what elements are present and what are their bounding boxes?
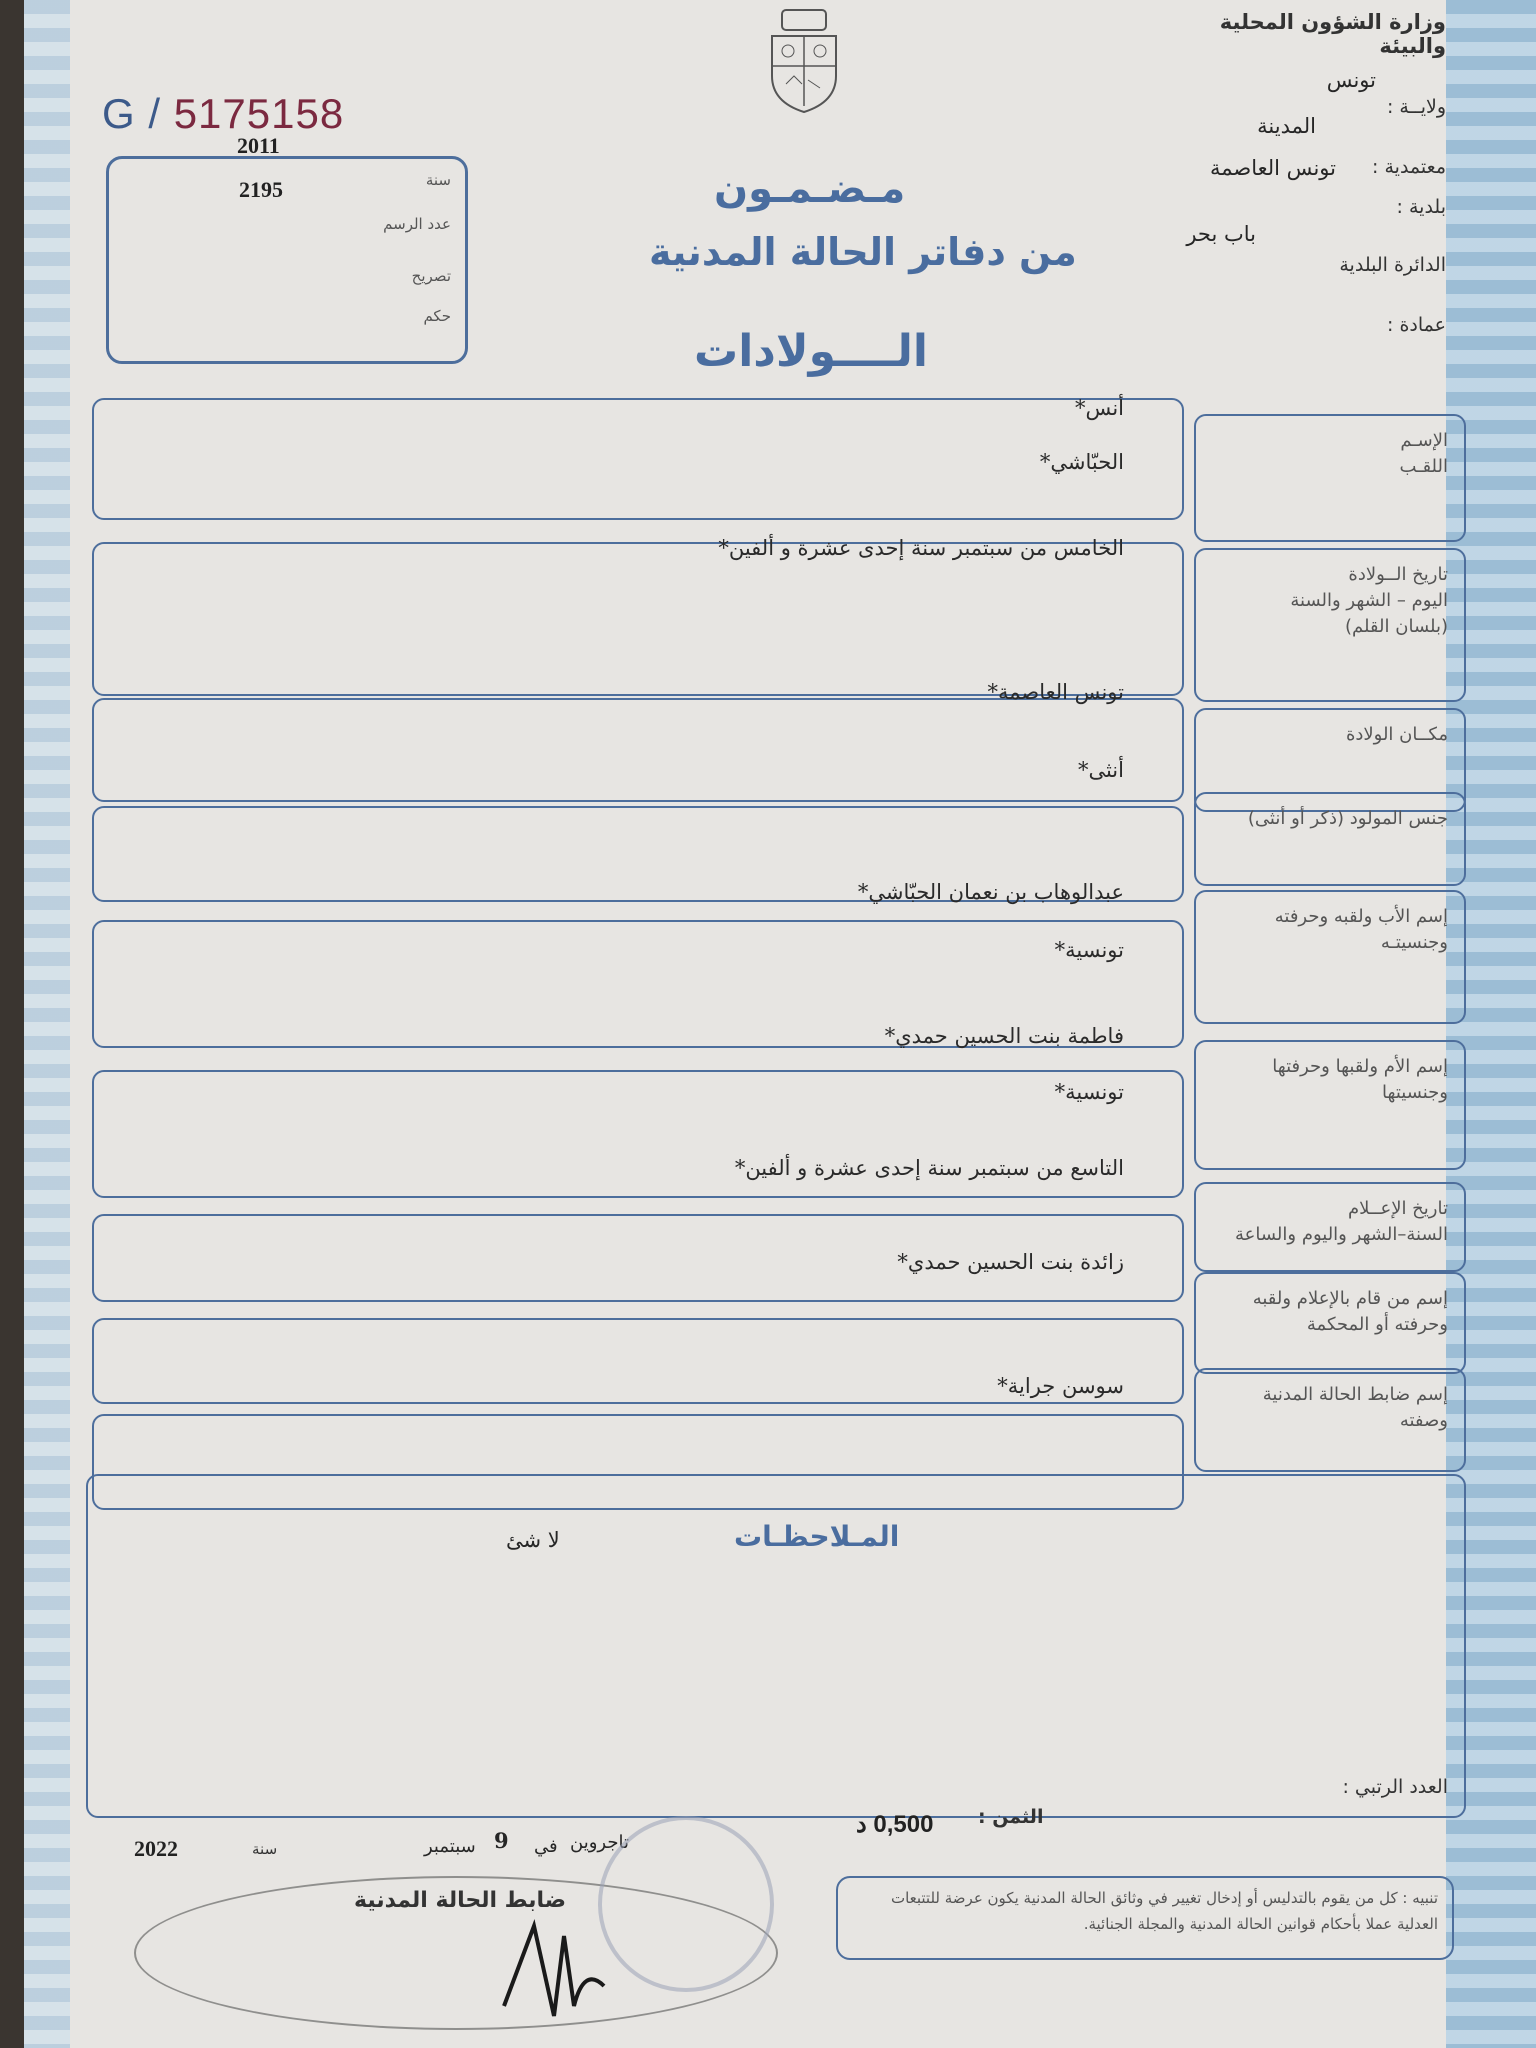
official-stamp-icon (598, 1816, 774, 1992)
field-label-box (1194, 1182, 1466, 1272)
field-label-box (1194, 548, 1466, 702)
field-label: مكــان الولادة (1345, 724, 1448, 745)
field-value: التاسع من سبتمبر سنة إحدى عشرة و ألفين* (734, 1156, 1124, 1180)
field-label: تاريخ الــولادة اليوم – الشهر والسنة (بلسان القلم) (1290, 564, 1448, 638)
field-label-box (1194, 1368, 1466, 1472)
serial-value: 5175158 (173, 90, 345, 137)
coat-of-arms-icon (762, 6, 846, 114)
municipality-value: باب بحر (1186, 222, 1256, 246)
sector-label: عمادة : (1387, 314, 1446, 336)
doc-title-registers: من دفاتر الحالة المدنية (649, 230, 1077, 274)
field-value: تونسية* (1054, 938, 1124, 962)
field-value: أنس* (1075, 396, 1124, 420)
field-value-box (92, 398, 1184, 520)
doc-title-extract: مـضـمـون (714, 166, 906, 212)
field-label: إسم ضابط الحالة المدنية وصفته (1262, 1384, 1448, 1432)
issue-place: تاجروين (570, 1832, 629, 1853)
field-label: إسم الأم ولقبها وحرفتها وجنسيتها (1272, 1056, 1448, 1104)
field-label: جنس المولود (ذكر أو أنثى) (1247, 808, 1448, 829)
field-value: أنثى* (1077, 758, 1124, 782)
field-value: عبدالوهاب بن نعمان الحبّاشي* (857, 880, 1124, 904)
governorate-value: المدينة (1257, 114, 1316, 138)
registry-year: 2011 (237, 133, 280, 158)
registry-label-year: سنة (425, 171, 451, 189)
field-label: إسم الأب ولقبه وحرفته وجنسيتـه (1274, 906, 1448, 954)
field-label: إسم من قام بالإعلام ولقبه وحرفته أو المحكمة (1252, 1288, 1448, 1336)
district-label: الدائرة البلدية (1339, 254, 1446, 276)
price-value: 0,500 د (856, 1811, 934, 1838)
ministry-handwritten: تونس (1326, 68, 1376, 92)
field-value-box (92, 542, 1184, 696)
decorative-border-left (24, 0, 70, 2048)
field-value: زائدة بنت الحسين حمدي* (897, 1250, 1124, 1274)
field-label-box (1194, 1040, 1466, 1170)
registry-number: 2195 (239, 177, 283, 202)
field-label-box (1194, 890, 1466, 1024)
ministry-name: وزارة الشؤون المحلية والبيئة (1219, 10, 1446, 58)
signature-icon (494, 1906, 614, 2026)
field-value-box (92, 698, 1184, 802)
field-label-box (1194, 414, 1466, 542)
field-value: الخامس من سبتمبر سنة إحدى عشرة و ألفين* (718, 536, 1124, 560)
ordinal-label: العدد الرتبي : (1342, 1776, 1448, 1798)
registry-label-declaration: تصريح (411, 267, 451, 285)
field-label-box (1194, 792, 1466, 886)
field-value: سوسن جراية* (997, 1374, 1124, 1398)
registry-label-judgment: حكم (423, 307, 451, 325)
legal-notice: تنبيه : كل من يقوم بالتدليس أو إدخال تغيير في وثائق الحالة المدنية يكون عرضة للتتبعات العدلية عملا بأحكام قوانين الحالة المدنية والمجلة الجنائية. (836, 1876, 1454, 1960)
registry-box (106, 133, 468, 364)
officer-title: ضابط الحالة المدنية (354, 1888, 567, 1913)
birth-certificate (24, 0, 1536, 2048)
doc-title-births: الــــولادات (694, 326, 928, 377)
field-label: الإسـم اللقـب (1399, 430, 1448, 478)
remarks-label: المـلاحظـات (734, 1520, 900, 1553)
field-label: تاريخ الإعــلام السنة–الشهر واليوم والساعة (1234, 1198, 1448, 1246)
price-label: الثمن : (978, 1806, 1044, 1828)
serial-prefix: G / (102, 90, 162, 137)
issue-date-prefix: في (534, 1836, 558, 1857)
delegation-label: معتمدية : (1372, 156, 1446, 178)
issue-year: 2022 (134, 1836, 178, 1861)
field-value: تونس العاصمة* (987, 680, 1124, 704)
issue-year-label: سنة (252, 1840, 278, 1858)
field-value: تونسية* (1054, 1080, 1124, 1104)
field-value: فاطمة بنت الحسين حمدي* (884, 1024, 1124, 1048)
registry-label-number: عدد الرسم (383, 215, 451, 233)
field-label-box (1194, 1272, 1466, 1374)
delegation-value: تونس العاصمة (1210, 156, 1336, 180)
remarks-value: لا شئ (506, 1528, 560, 1552)
field-value: الحبّاشي* (1039, 450, 1124, 474)
governorate-label: ولايــة : (1386, 96, 1446, 118)
serial-number (102, 90, 344, 138)
issue-day: 9 (494, 1828, 509, 1853)
issue-month: سبتمبر (424, 1836, 476, 1857)
municipality-label: بلدية : (1396, 196, 1446, 218)
remarks-box (86, 1474, 1466, 1818)
